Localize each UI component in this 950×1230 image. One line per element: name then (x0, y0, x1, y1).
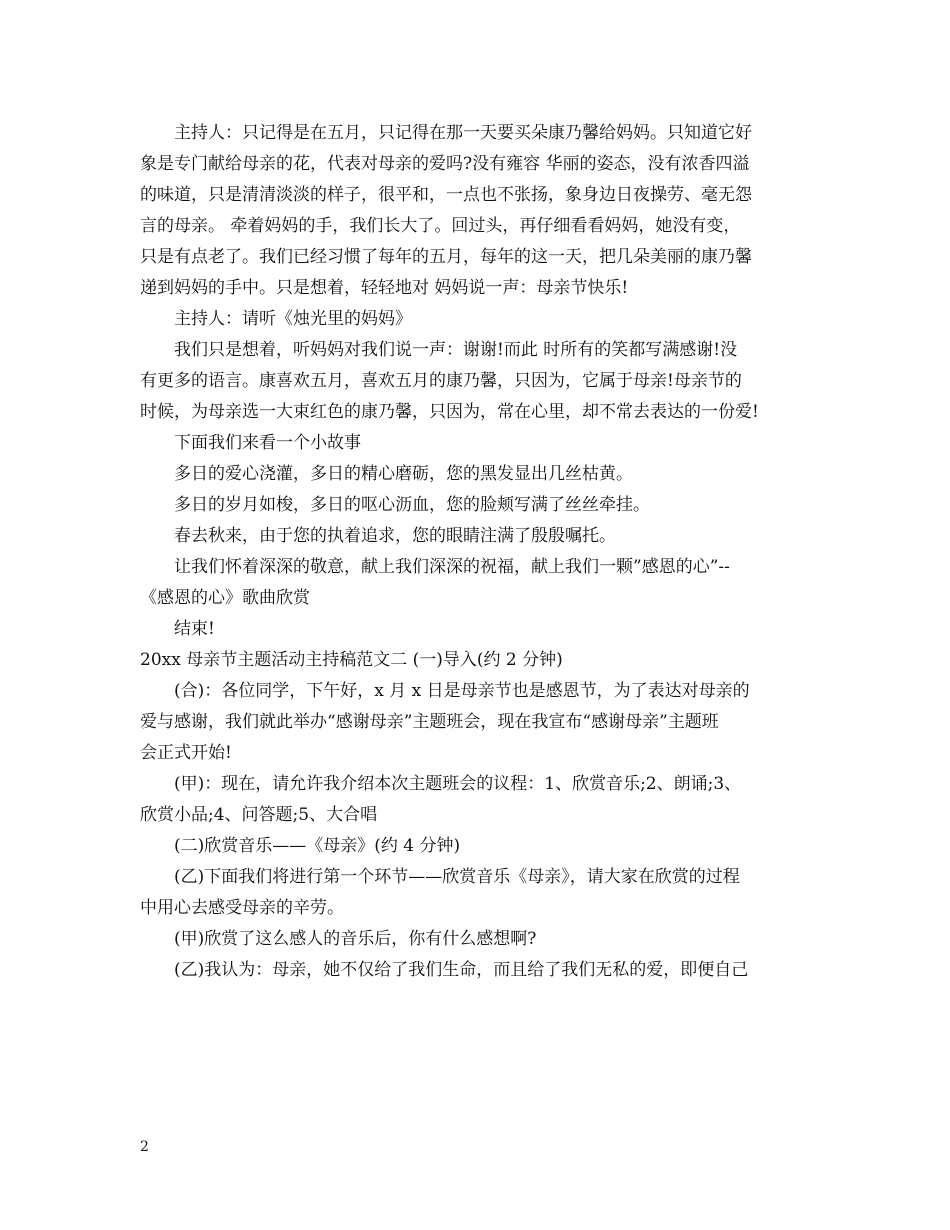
text-line: (二)欣赏音乐——《母亲》(约 4 分钟) (174, 836, 461, 856)
document-body (140, 118, 820, 986)
text-line: 会正式开始! (140, 743, 232, 763)
text-line: 多日的爱心浇灌，多日的精心磨砺，您的黑发显出几丝枯黄。 (174, 464, 633, 484)
text-line: (甲)欣赏了这么感人的音乐后，你有什么感想啊? (174, 929, 537, 949)
text-line: (甲)：现在，请允许我介绍本次主题班会的议程：1、欣赏音乐;2、朗诵;3、 (174, 774, 742, 794)
text-line: 递到妈妈的手中。只是想着，轻轻地对 妈妈说一声：母亲节快乐! (140, 278, 629, 298)
text-line: 象是专门献给母亲的花，代表对母亲的爱吗?没有雍容 华丽的姿态，没有浓香四溢 (140, 154, 750, 174)
text-line: 下面我们来看一个小故事 (174, 433, 361, 453)
text-line: 时候，为母亲选一大束红色的康乃馨，只因为，常在心里，却不常去表达的一份爱! (140, 402, 759, 422)
text-line: 言的母亲。 牵着妈妈的手，我们长大了。回过头，再仔细看看妈妈，她没有变， (140, 216, 741, 236)
text-line: 爱与感谢，我们就此举办“感谢母亲”主题班会，现在我宣布“感谢母亲”主题班 (140, 712, 719, 732)
text-line: 的味道，只是清清淡淡的样子，很平和，一点也不张扬，象身边日夜操劳、毫无怨 (140, 185, 752, 205)
text-line: 多日的岁月如梭，多日的呕心沥血，您的脸颊写满了丝丝牵挂。 (174, 495, 650, 515)
text-line: 中用心去感受母亲的辛劳。 (140, 898, 344, 918)
text-line: 让我们怀着深深的敬意，献上我们深深的祝福，献上我们一颗”感恩的心”-- (174, 557, 730, 577)
text-line: (合)：各位同学，下午好，x 月 x 日是母亲节也是感恩节，为了表达对母亲的 (174, 681, 750, 701)
text-line: 20xx 母亲节主题活动主持稿范文二 (一)导入(约 2 分钟) (140, 650, 563, 670)
text-line: 有更多的语言。康喜欢五月，喜欢五月的康乃馨，只因为，它属于母亲!母亲节的 (140, 371, 742, 391)
text-line: 主持人：只记得是在五月，只记得在那一天要买朵康乃馨给妈妈。只知道它好 (174, 123, 752, 143)
text-line: 结束! (174, 619, 215, 639)
text-line: (乙)下面我们将进行第一个环节——欣赏音乐《母亲》，请大家在欣赏的过程 (174, 867, 740, 887)
text-line: 主持人：请听《烛光里的妈妈》 (174, 309, 412, 329)
text-line: 我们只是想着，听妈妈对我们说一声：谢谢!而此 时所有的笑都写满感谢!没 (174, 340, 738, 360)
text-line: 《感恩的心》歌曲欣赏 (140, 588, 310, 608)
text-line: (乙)我认为：母亲，她不仅给了我们生命，而且给了我们无私的爱，即便自己 (174, 960, 749, 980)
text-line: 欣赏小品;4、问答题;5、大合唱 (140, 805, 378, 825)
text-line: 只是有点老了。我们已经习惯了每年的五月，每年的这一天，把几朵美丽的康乃馨 (140, 247, 752, 267)
text-line: 春去秋来，由于您的执着追求，您的眼睛注满了殷殷嘱托。 (174, 526, 616, 546)
page-number: 2 (140, 1139, 149, 1155)
